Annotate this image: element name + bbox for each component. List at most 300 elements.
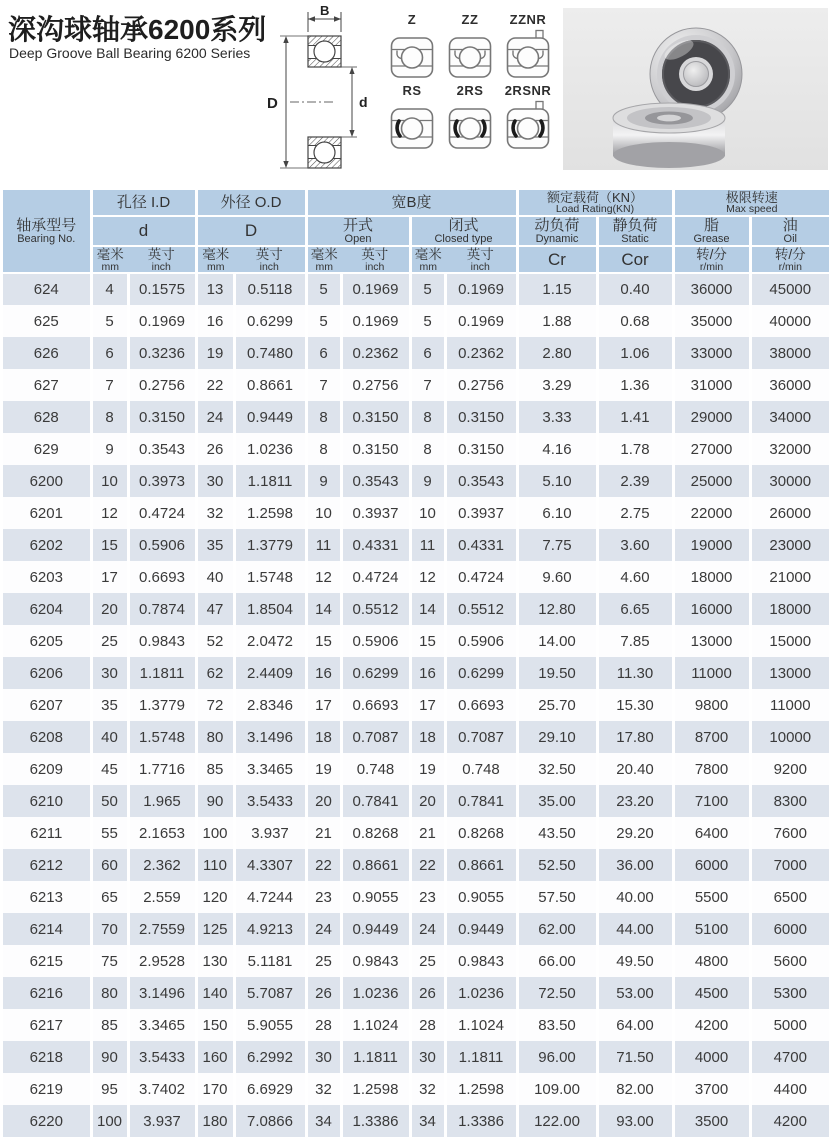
value-cell: 5300: [750, 977, 829, 1009]
bearing-no-cell: 6211: [3, 817, 91, 849]
unit-cor: Cor: [597, 246, 673, 273]
value-cell: 6.65: [597, 593, 673, 625]
bearing-no-cell: 628: [3, 401, 91, 433]
value-cell: 7.0866: [234, 1105, 306, 1137]
col-header-D: D: [196, 216, 306, 246]
value-cell: 6: [306, 337, 341, 369]
value-cell: 32.50: [517, 753, 597, 785]
value-cell: 26: [410, 977, 445, 1009]
value-cell: 80: [91, 977, 128, 1009]
value-cell: 0.3543: [341, 465, 410, 497]
value-cell: 0.9843: [445, 945, 517, 977]
table-row: [3, 465, 829, 497]
value-cell: 24: [410, 913, 445, 945]
value-cell: 34: [410, 1105, 445, 1137]
bearing-variant-icon-zz: [446, 29, 494, 81]
unit-mm: 毫米 mm: [410, 246, 445, 273]
value-cell: 5100: [673, 913, 750, 945]
value-cell: 32: [410, 1073, 445, 1105]
col-header-grease: 脂 Grease: [673, 216, 750, 246]
value-cell: 8: [306, 401, 341, 433]
value-cell: 1.15: [517, 273, 597, 305]
value-cell: 18: [410, 721, 445, 753]
table-row: [3, 369, 829, 401]
value-cell: 0.748: [341, 753, 410, 785]
value-cell: 6: [91, 337, 128, 369]
value-cell: 0.9843: [128, 625, 196, 657]
value-cell: 6000: [673, 849, 750, 881]
value-cell: 40: [91, 721, 128, 753]
unit-mm: 毫米 mm: [196, 246, 234, 273]
value-cell: 43.50: [517, 817, 597, 849]
value-cell: 2.75: [597, 497, 673, 529]
value-cell: 21: [410, 817, 445, 849]
value-cell: 0.7087: [445, 721, 517, 753]
value-cell: 22: [306, 849, 341, 881]
value-cell: 109.00: [517, 1073, 597, 1105]
lying-bearing: [613, 103, 725, 168]
table-row: [3, 881, 829, 913]
value-cell: 2.39: [597, 465, 673, 497]
value-cell: 82.00: [597, 1073, 673, 1105]
value-cell: 1.7716: [128, 753, 196, 785]
variant-cell: [386, 12, 438, 81]
value-cell: 17: [306, 689, 341, 721]
value-cell: 0.2362: [341, 337, 410, 369]
value-cell: 7: [306, 369, 341, 401]
value-cell: 1.3386: [445, 1105, 517, 1137]
value-cell: 1.5748: [234, 561, 306, 593]
value-cell: 6000: [750, 913, 829, 945]
value-cell: 35: [196, 529, 234, 561]
value-cell: 150: [196, 1009, 234, 1041]
value-cell: 15: [91, 529, 128, 561]
value-cell: 1.3779: [128, 689, 196, 721]
value-cell: 1.78: [597, 433, 673, 465]
value-cell: 7.85: [597, 625, 673, 657]
value-cell: 18: [306, 721, 341, 753]
value-cell: 24: [306, 913, 341, 945]
value-cell: 170: [196, 1073, 234, 1105]
value-cell: 22: [410, 849, 445, 881]
value-cell: 36000: [750, 369, 829, 401]
value-cell: 0.9055: [341, 881, 410, 913]
value-cell: 8: [410, 401, 445, 433]
value-cell: 0.4724: [128, 497, 196, 529]
value-cell: 5.7087: [234, 977, 306, 1009]
value-cell: 0.3150: [341, 401, 410, 433]
bearing-no-cell: 6204: [3, 593, 91, 625]
value-cell: 3.29: [517, 369, 597, 401]
value-cell: 16: [306, 657, 341, 689]
table-row: [3, 625, 829, 657]
value-cell: 95: [91, 1073, 128, 1105]
value-cell: 0.2756: [341, 369, 410, 401]
value-cell: 1.1024: [341, 1009, 410, 1041]
bearing-no-cell: 6214: [3, 913, 91, 945]
variant-label: Z: [407, 12, 417, 27]
value-cell: 4000: [673, 1041, 750, 1073]
bearing-no-cell: 6212: [3, 849, 91, 881]
value-cell: 9800: [673, 689, 750, 721]
value-cell: 30: [306, 1041, 341, 1073]
unit-rpm: 转/分 r/min: [750, 246, 829, 273]
value-cell: 7800: [673, 753, 750, 785]
unit-mm: 毫米 mm: [91, 246, 128, 273]
value-cell: 4200: [750, 1105, 829, 1137]
value-cell: 29.10: [517, 721, 597, 753]
table-row: [3, 753, 829, 785]
value-cell: 5000: [750, 1009, 829, 1041]
bearing-no-cell: 6206: [3, 657, 91, 689]
unit-rpm: 转/分 r/min: [673, 246, 750, 273]
value-cell: 83.50: [517, 1009, 597, 1041]
value-cell: 1.3386: [341, 1105, 410, 1137]
value-cell: 96.00: [517, 1041, 597, 1073]
value-cell: 1.1811: [445, 1041, 517, 1073]
value-cell: 26000: [750, 497, 829, 529]
table-row: [3, 1009, 829, 1041]
table-row: [3, 433, 829, 465]
value-cell: 19: [410, 753, 445, 785]
value-cell: 4500: [673, 977, 750, 1009]
variant-cell: [386, 83, 438, 152]
bearing-no-cell: 6201: [3, 497, 91, 529]
value-cell: 17: [91, 561, 128, 593]
value-cell: 21: [306, 817, 341, 849]
value-cell: 32: [306, 1073, 341, 1105]
col-group-inner-diameter: 孔径 I.D: [91, 190, 196, 216]
value-cell: 0.40: [597, 273, 673, 305]
col-header-oil: 油 Oil: [750, 216, 829, 246]
value-cell: 11: [306, 529, 341, 561]
table-row: [3, 977, 829, 1009]
value-cell: 93.00: [597, 1105, 673, 1137]
value-cell: 5: [410, 305, 445, 337]
value-cell: 3.5433: [128, 1041, 196, 1073]
value-cell: 0.3150: [341, 433, 410, 465]
col-header-dynamic: 动负荷 Dynamic: [517, 216, 597, 246]
value-cell: 0.6299: [234, 305, 306, 337]
value-cell: 1.0236: [341, 977, 410, 1009]
value-cell: 120: [196, 881, 234, 913]
value-cell: 13000: [673, 625, 750, 657]
table-row: [3, 721, 829, 753]
table-row: [3, 337, 829, 369]
value-cell: 32000: [750, 433, 829, 465]
value-cell: 25000: [673, 465, 750, 497]
value-cell: 1.2598: [445, 1073, 517, 1105]
value-cell: 53.00: [597, 977, 673, 1009]
value-cell: 0.68: [597, 305, 673, 337]
value-cell: 1.3779: [234, 529, 306, 561]
value-cell: 0.1575: [128, 273, 196, 305]
value-cell: 0.9055: [445, 881, 517, 913]
value-cell: 0.1969: [445, 305, 517, 337]
value-cell: 0.4724: [341, 561, 410, 593]
value-cell: 23: [410, 881, 445, 913]
unit-inch: 英寸 inch: [341, 246, 410, 273]
value-cell: 16: [196, 305, 234, 337]
value-cell: 6: [410, 337, 445, 369]
table-row: [3, 945, 829, 977]
bearing-no-cell: 629: [3, 433, 91, 465]
value-cell: 0.8268: [341, 817, 410, 849]
bearing-no-cell: 6207: [3, 689, 91, 721]
value-cell: 0.4331: [445, 529, 517, 561]
bearing-variant-icon-2rsnr: [504, 100, 552, 152]
value-cell: 8: [410, 433, 445, 465]
value-cell: 12: [410, 561, 445, 593]
value-cell: 5500: [673, 881, 750, 913]
value-cell: 5.10: [517, 465, 597, 497]
value-cell: 29000: [673, 401, 750, 433]
value-cell: 31000: [673, 369, 750, 401]
value-cell: 0.6299: [445, 657, 517, 689]
value-cell: 4800: [673, 945, 750, 977]
dim-label-B: B: [320, 3, 330, 18]
value-cell: 23: [306, 881, 341, 913]
table-row: [3, 561, 829, 593]
value-cell: 0.7480: [234, 337, 306, 369]
value-cell: 2.362: [128, 849, 196, 881]
value-cell: 0.8268: [445, 817, 517, 849]
value-cell: 4200: [673, 1009, 750, 1041]
bearing-no-cell: 6220: [3, 1105, 91, 1137]
value-cell: 16000: [673, 593, 750, 625]
value-cell: 85: [91, 1009, 128, 1041]
dim-label-D: D: [267, 95, 278, 112]
value-cell: 10000: [750, 721, 829, 753]
value-cell: 44.00: [597, 913, 673, 945]
value-cell: 0.7841: [341, 785, 410, 817]
bearing-variant-icon-zznr: [504, 29, 552, 81]
value-cell: 60: [91, 849, 128, 881]
value-cell: 5: [91, 305, 128, 337]
value-cell: 52.50: [517, 849, 597, 881]
value-cell: 3.1496: [234, 721, 306, 753]
bearing-no-cell: 6203: [3, 561, 91, 593]
value-cell: 0.4724: [445, 561, 517, 593]
value-cell: 3.3465: [128, 1009, 196, 1041]
value-cell: 0.7087: [341, 721, 410, 753]
bearing-no-cell: 6216: [3, 977, 91, 1009]
value-cell: 72.50: [517, 977, 597, 1009]
col-header-open: 开式 Open: [306, 216, 410, 246]
table-row: [3, 913, 829, 945]
value-cell: 75: [91, 945, 128, 977]
value-cell: 0.3150: [128, 401, 196, 433]
value-cell: 36000: [673, 273, 750, 305]
value-cell: 27000: [673, 433, 750, 465]
value-cell: 7: [91, 369, 128, 401]
value-cell: 8: [91, 401, 128, 433]
value-cell: 52: [196, 625, 234, 657]
value-cell: 0.9843: [341, 945, 410, 977]
value-cell: 1.5748: [128, 721, 196, 753]
variant-label: ZZNR: [509, 12, 547, 27]
value-cell: 64.00: [597, 1009, 673, 1041]
value-cell: 0.7841: [445, 785, 517, 817]
value-cell: 6500: [750, 881, 829, 913]
value-cell: 22: [196, 369, 234, 401]
table-row: [3, 1041, 829, 1073]
value-cell: 5: [306, 305, 341, 337]
value-cell: 6.10: [517, 497, 597, 529]
value-cell: 65: [91, 881, 128, 913]
value-cell: 1.1811: [341, 1041, 410, 1073]
value-cell: 0.2756: [128, 369, 196, 401]
value-cell: 0.6693: [128, 561, 196, 593]
value-cell: 0.3973: [128, 465, 196, 497]
value-cell: 55: [91, 817, 128, 849]
value-cell: 19: [196, 337, 234, 369]
value-cell: 1.0236: [445, 977, 517, 1009]
value-cell: 5: [306, 273, 341, 305]
value-cell: 4.9213: [234, 913, 306, 945]
col-header-d: d: [91, 216, 196, 246]
value-cell: 100: [196, 817, 234, 849]
table-row: [3, 689, 829, 721]
table-row: [3, 497, 829, 529]
variant-label: 2RS: [456, 83, 484, 98]
unit-inch: 英寸 inch: [128, 246, 196, 273]
col-header-closed: 闭式 Closed type: [410, 216, 517, 246]
value-cell: 12.80: [517, 593, 597, 625]
variant-label: 2RSNR: [504, 83, 552, 98]
value-cell: 14: [306, 593, 341, 625]
value-cell: 3700: [673, 1073, 750, 1105]
value-cell: 20: [91, 593, 128, 625]
value-cell: 0.4331: [341, 529, 410, 561]
value-cell: 49.50: [597, 945, 673, 977]
bearing-variant-icon-z: [388, 29, 436, 81]
bearing-no-cell: 626: [3, 337, 91, 369]
value-cell: 15000: [750, 625, 829, 657]
value-cell: 30: [91, 657, 128, 689]
value-cell: 11: [410, 529, 445, 561]
value-cell: 10: [410, 497, 445, 529]
value-cell: 15: [410, 625, 445, 657]
value-cell: 12: [91, 497, 128, 529]
value-cell: 122.00: [517, 1105, 597, 1137]
value-cell: 16: [410, 657, 445, 689]
value-cell: 20.40: [597, 753, 673, 785]
value-cell: 9200: [750, 753, 829, 785]
value-cell: 9: [410, 465, 445, 497]
bearing-no-cell: 6200: [3, 465, 91, 497]
variant-label: ZZ: [461, 12, 479, 27]
value-cell: 90: [196, 785, 234, 817]
value-cell: 11000: [673, 657, 750, 689]
value-cell: 22000: [673, 497, 750, 529]
value-cell: 110: [196, 849, 234, 881]
value-cell: 35000: [673, 305, 750, 337]
value-cell: 2.1653: [128, 817, 196, 849]
value-cell: 6400: [673, 817, 750, 849]
variant-cell: [502, 12, 554, 81]
bearing-variant-icon-2rs: [446, 100, 494, 152]
value-cell: 29.20: [597, 817, 673, 849]
value-cell: 9: [306, 465, 341, 497]
value-cell: 0.7874: [128, 593, 196, 625]
value-cell: 10: [91, 465, 128, 497]
unit-cr: Cr: [517, 246, 597, 273]
value-cell: 10: [306, 497, 341, 529]
value-cell: 3.60: [597, 529, 673, 561]
value-cell: 1.1024: [445, 1009, 517, 1041]
value-cell: 0.3543: [128, 433, 196, 465]
value-cell: 1.1811: [128, 657, 196, 689]
value-cell: 0.9449: [445, 913, 517, 945]
value-cell: 25: [91, 625, 128, 657]
value-cell: 0.1969: [341, 305, 410, 337]
bearing-no-cell: 625: [3, 305, 91, 337]
value-cell: 36.00: [597, 849, 673, 881]
value-cell: 25.70: [517, 689, 597, 721]
value-cell: 9.60: [517, 561, 597, 593]
value-cell: 25: [306, 945, 341, 977]
value-cell: 0.3236: [128, 337, 196, 369]
col-header-bearing-no: 轴承型号 Bearing No.: [3, 190, 91, 273]
value-cell: 0.3150: [445, 401, 517, 433]
spec-table: [3, 190, 829, 1137]
value-cell: 3.33: [517, 401, 597, 433]
bearing-no-cell: 627: [3, 369, 91, 401]
value-cell: 0.8661: [341, 849, 410, 881]
value-cell: 2.0472: [234, 625, 306, 657]
value-cell: 62.00: [517, 913, 597, 945]
table-row: [3, 1105, 829, 1137]
value-cell: 1.2598: [341, 1073, 410, 1105]
value-cell: 125: [196, 913, 234, 945]
value-cell: 0.748: [445, 753, 517, 785]
value-cell: 4.3307: [234, 849, 306, 881]
value-cell: 160: [196, 1041, 234, 1073]
bearing-no-cell: 6205: [3, 625, 91, 657]
value-cell: 72: [196, 689, 234, 721]
value-cell: 85: [196, 753, 234, 785]
table-row: [3, 785, 829, 817]
value-cell: 2.80: [517, 337, 597, 369]
value-cell: 24: [196, 401, 234, 433]
value-cell: 80: [196, 721, 234, 753]
value-cell: 8700: [673, 721, 750, 753]
value-cell: 3500: [673, 1105, 750, 1137]
value-cell: 0.5118: [234, 273, 306, 305]
value-cell: 13: [196, 273, 234, 305]
bearing-no-cell: 6219: [3, 1073, 91, 1105]
value-cell: 90: [91, 1041, 128, 1073]
value-cell: 0.2362: [445, 337, 517, 369]
value-cell: 0.5906: [128, 529, 196, 561]
value-cell: 18000: [673, 561, 750, 593]
value-cell: 35: [91, 689, 128, 721]
value-cell: 0.8661: [445, 849, 517, 881]
value-cell: 47: [196, 593, 234, 625]
table-row: [3, 593, 829, 625]
page-subtitle: Deep Groove Ball Bearing 6200 Series: [9, 45, 251, 61]
value-cell: 15.30: [597, 689, 673, 721]
value-cell: 1.0236: [234, 433, 306, 465]
value-cell: 17: [410, 689, 445, 721]
value-cell: 45000: [750, 273, 829, 305]
bearing-no-cell: 6210: [3, 785, 91, 817]
value-cell: 1.88: [517, 305, 597, 337]
value-cell: 1.965: [128, 785, 196, 817]
value-cell: 0.6693: [445, 689, 517, 721]
table-row: [3, 529, 829, 561]
